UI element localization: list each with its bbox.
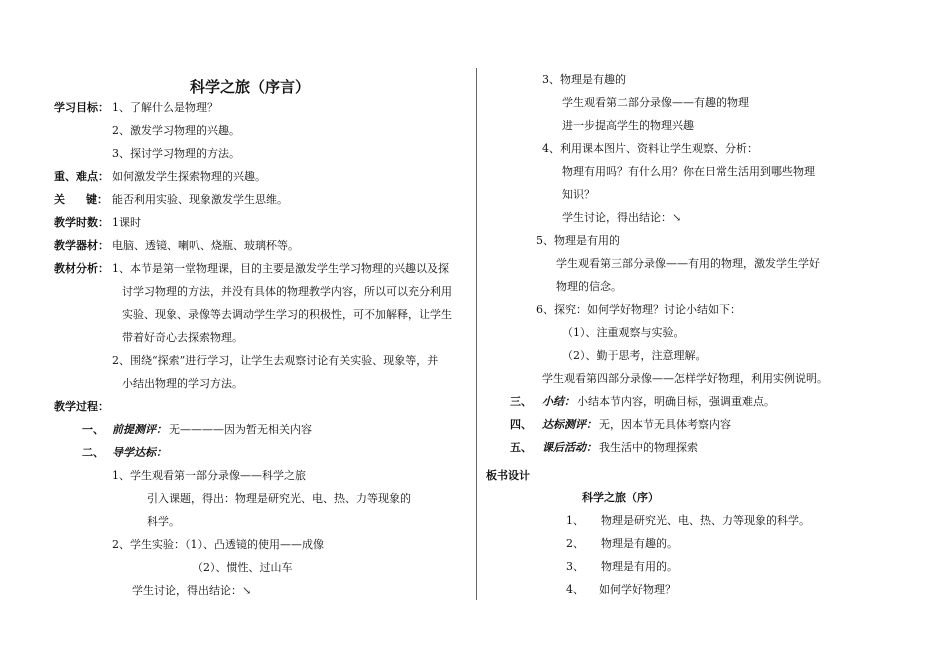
step-text: 无，因本节无具体考察内容 <box>599 418 731 431</box>
goal-item: 1、了解什么是物理？ <box>112 101 218 114</box>
board-item: 物理是有用的。 <box>601 560 678 573</box>
board-item-number: 2、 <box>566 537 584 550</box>
step-number: 三、 <box>510 395 532 408</box>
board-item: 物理是研究光、电、热、力等现象的科学。 <box>601 514 810 527</box>
goal-item: 2、激发学习物理的兴趣。 <box>112 124 240 137</box>
process-item: 物理有用吗？有什么用？你在日常生活用到哪些物理 <box>562 165 815 178</box>
step-label: 达标测评： <box>542 418 597 431</box>
difficulty-label: 重、难点： <box>54 170 109 183</box>
step-label: 前提测评： <box>112 423 167 436</box>
step-number: 二、 <box>82 446 104 459</box>
analysis-line: 讨学习物理的方法，并没有具体的物理教学内容，所以可以充分利用 <box>122 285 452 298</box>
process-item: 1、学生观看第一部分录像——科学之旅 <box>112 469 306 482</box>
step-number: 一、 <box>82 423 104 436</box>
process-item: 学生讨论，得出结论：↘ <box>562 211 682 224</box>
analysis-label: 教材分析： <box>54 262 109 275</box>
board-design-label: 板书设计 <box>486 469 530 482</box>
step-text: 无————因为暂无相关内容 <box>169 423 312 436</box>
board-item: 如何学好物理？ <box>599 583 676 596</box>
analysis-line: 小结出物理的学习方法。 <box>122 377 243 390</box>
board-item: 物理是有趣的。 <box>601 537 678 550</box>
analysis-line: 1、本节是第一堂物理课，目的主要是激发学生学习物理的兴趣以及探 <box>112 262 449 275</box>
difficulty-text: 如何激发学生探索物理的兴趣。 <box>112 170 266 183</box>
hours-text: 1课时 <box>112 216 141 229</box>
process-item: 2、学生实验：（1）、凸透镜的使用——成像 <box>112 538 324 551</box>
board-item-number: 3、 <box>566 560 584 573</box>
process-item: 6、探究：如何学好物理？讨论小结如下： <box>536 303 741 316</box>
goals-label: 学习目标： <box>54 101 109 114</box>
process-item: 科学。 <box>147 515 180 528</box>
process-item: （1）、注重观察与实验。 <box>562 326 685 339</box>
board-item-number: 4、 <box>566 583 584 596</box>
process-item: 物理的信念。 <box>556 280 622 293</box>
key-label-second: 键： <box>86 193 108 206</box>
process-label: 教学过程： <box>54 400 109 413</box>
process-item: 3、物理是有趣的 <box>542 73 626 86</box>
process-item: 学生观看第二部分录像——有趣的物理 <box>562 96 749 109</box>
process-item: （2）、勤于思考，注意理解。 <box>562 349 707 362</box>
step-number: 五、 <box>510 441 532 454</box>
step-text: 小结本节内容，明确目标，强调重难点。 <box>577 395 775 408</box>
key-label-first: 关 <box>54 193 65 206</box>
step-label: 小结： <box>542 395 575 408</box>
process-item: 4、利用课本图片、资料让学生观察、分析： <box>542 142 758 155</box>
step-number: 四、 <box>510 418 532 431</box>
process-item: （2）、惯性、过山车 <box>192 561 293 574</box>
step-label: 导学达标： <box>112 446 167 459</box>
step-text: 我生活中的物理探索 <box>599 441 698 454</box>
board-title: 科学之旅（序） <box>582 491 659 504</box>
hours-label: 教学时数： <box>54 216 109 229</box>
analysis-line: 2、围绕“探索”进行学习，让学生去观察讨论有关实验、现象等，并 <box>112 354 439 367</box>
process-item: 引入课题，得出：物理是研究光、电、热、力等现象的 <box>147 492 411 505</box>
process-item: 5、物理是有用的 <box>536 234 620 247</box>
board-item-number: 1、 <box>566 514 584 527</box>
column-divider <box>476 68 477 600</box>
process-item: 知识？ <box>562 188 595 201</box>
document-title: 科学之旅（序言） <box>190 78 311 96</box>
key-text: 能否利用实验、现象激发学生思维。 <box>112 193 288 206</box>
analysis-line: 实验、现象、录像等去调动学生学习的积极性，可不加解释，让学生 <box>122 308 452 321</box>
process-item: 学生讨论，得出结论：↘ <box>132 584 252 597</box>
materials-text: 电脑、透镜、喇叭、烧瓶、玻璃杯等。 <box>112 239 299 252</box>
materials-label: 教学器材： <box>54 239 109 252</box>
analysis-line: 带着好奇心去探索物理。 <box>122 331 243 344</box>
process-item: 进一步提高学生的物理兴趣 <box>562 119 694 132</box>
step-label: 课后活动： <box>542 441 597 454</box>
process-item: 学生观看第三部分录像——有用的物理，激发学生学好 <box>556 257 820 270</box>
process-item: 学生观看第四部分录像——怎样学好物理，利用实例说明。 <box>542 372 828 385</box>
goal-item: 3、探讨学习物理的方法。 <box>112 147 240 160</box>
